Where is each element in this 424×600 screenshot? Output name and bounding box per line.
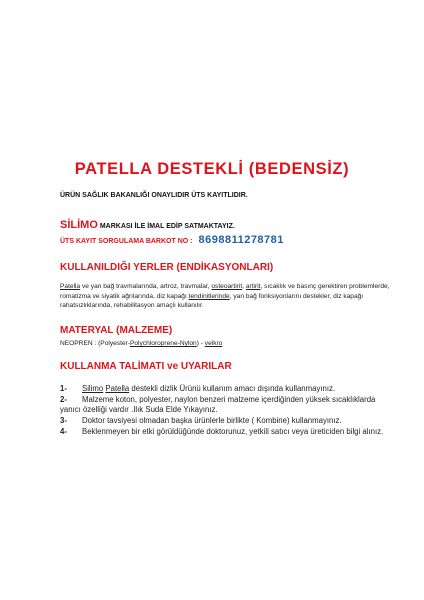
usage-term-tendinitlerinde: tendinitlerinde — [188, 292, 230, 300]
instruction-item-1 — [60, 384, 394, 395]
approval-text: ÜRÜN SAĞLIK BAKANLIĞI ONAYLIDIR ÜTS KAYITLIDIR. — [60, 192, 248, 199]
usage-term-patella: Patella — [60, 283, 81, 290]
material-line — [60, 339, 390, 349]
usage-text-2: , — [242, 283, 246, 290]
page-title: PATELLA DESTEKLİ (BEDENSİZ) — [74, 160, 350, 178]
usage-text-3: , sıcaklık ve basınç gerektiren problemlerde, romatizma ve siyatik ağrılarında, diz kapağı — [60, 283, 390, 300]
instruction-text: Malzeme koton, polyester, naylon benzeri malzeme içerdiğinden yüksek sıcaklıklarda yanıcı özelliği vardır .Ilık Suda Elde Yıkayınız. — [60, 394, 376, 415]
brand-line — [60, 219, 235, 231]
usage-paragraph — [60, 282, 390, 311]
instruction-brand-silimo: Silimo — [82, 384, 104, 393]
instruction-number: 1- — [60, 384, 67, 393]
material-term-velkro: velkro — [204, 340, 223, 347]
usage-term-osteoartirit: osteoartirit — [211, 283, 243, 290]
instruction-item-3 — [60, 416, 394, 427]
instruction-number: 2- — [60, 394, 67, 404]
uts-query-label: ÜTS KAYIT SORGULAMA BARKOT NO : — [60, 238, 193, 245]
instruction-text: Beklenmeyen bir etki görüldüğünde doktorunuz, yetkili satıcı veya üreticiden bilgi alınız. — [82, 426, 384, 436]
instruction-number: 3- — [60, 416, 67, 426]
usage-text-1: ve yan bağ travmalarında, artroz, travmalar, — [80, 283, 212, 290]
material-heading: MATERYAL (MALZEME) — [60, 325, 173, 336]
brand-name: SİLİMO — [60, 219, 98, 231]
instruction-text: destekli dizlik Ürünü kullanım amacı dışında kullanmayınız. — [129, 384, 336, 393]
instructions-heading: KULLANMA TALİMATI ve UYARILAR — [60, 361, 232, 372]
instruction-text: Doktor tavsiyesi olmadan başka ürünlerle birlikte ( Kombine) kullanmayınız. — [82, 416, 342, 426]
usage-text-4: , yan bağ fonksiyonlarını destekler, diz kapağı rahatsızlıklarında, rehabilitasyon amaçlı kullanılır. — [60, 292, 364, 310]
instructions-list — [60, 384, 394, 438]
brand-text: MARKASI İLE İMAL EDİP SATMAKTAYIZ. — [97, 223, 235, 230]
material-term-polychloroprene: Polychloroprene-Nylon — [129, 340, 197, 347]
uts-query-line — [60, 234, 284, 246]
usage-heading: KULLANILDIĞI YERLER (ENDİKASYONLARI) — [60, 262, 274, 273]
instruction-item-2 — [60, 395, 394, 416]
instruction-brand-patella: Patella — [105, 384, 130, 393]
barcode-number: 8698811278781 — [198, 234, 284, 246]
instruction-item-4 — [60, 427, 394, 438]
material-text-1: NEOPREN : (Polyester- — [60, 340, 130, 347]
usage-term-artirit: artirit — [245, 283, 261, 290]
material-text-2: ) - — [196, 340, 205, 347]
instruction-number: 4- — [60, 426, 67, 436]
